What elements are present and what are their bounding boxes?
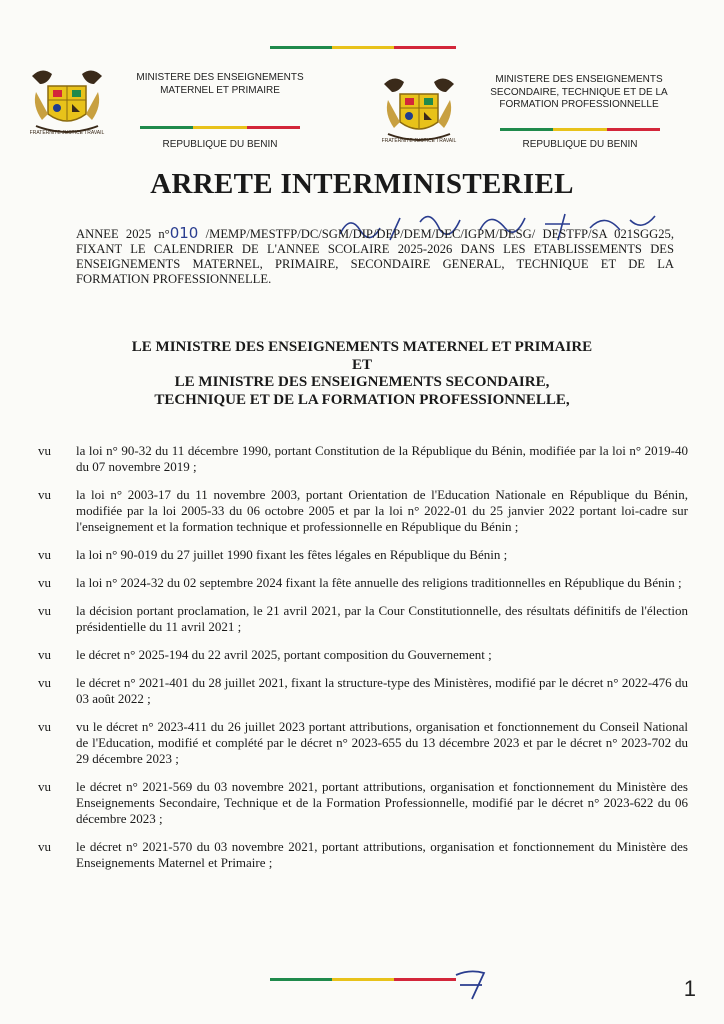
- list-item-text: le décret n° 2021-401 du 28 juillet 2021, fixant la structure-type des Ministères, modifié par le décret n° 2022-476 du 03 août 2022 ;: [76, 675, 688, 706]
- reference-number: 010: [169, 224, 199, 242]
- vu-mark: vu: [38, 443, 51, 458]
- list-item: [38, 575, 688, 591]
- list-item-text: la loi n° 90-32 du 11 décembre 1990, portant Constitution de la République du Bénin, modifiée par la loi n° 2019-40 du 07 novembre 2019 ;: [76, 443, 688, 474]
- svg-text:FRATERNITE JUSTICE TRAVAIL: FRATERNITE JUSTICE TRAVAIL: [29, 130, 105, 136]
- list-item: [38, 839, 688, 871]
- right-ministry-name: MINISTERE DES ENSEIGNEMENTS SECONDAIRE, TECHNIQUE ET DE LA FORMATION PROFESSIONNELLE: [490, 74, 668, 110]
- vu-mark: vu: [38, 675, 51, 690]
- heading-line: LE MINISTRE DES ENSEIGNEMENTS SECONDAIRE,: [174, 374, 550, 390]
- list-item-text: la loi n° 2024-32 du 02 septembre 2024 fixant la fête annuelle des religions traditionnelles en République du Bénin ;: [76, 575, 682, 590]
- coat-of-arms-emblem-right: [378, 70, 460, 152]
- list-item-text: vu le décret n° 2023-411 du 26 juillet 2023 portant attributions, organisation et fonctionnement du Conseil National de l'Education, modifié et complété par le décret n° 2023-655 du 13 décembre 2023 et par le décret n° 2023-702 du 29 décembre 2023 ;: [76, 719, 688, 766]
- left-republic-label: REPUBLIQUE DU BENIN: [162, 139, 278, 150]
- list-item-text: la loi n° 90-019 du 27 juillet 1990 fixant les fêtes légales en République du Bénin ;: [76, 547, 508, 562]
- list-item: [38, 647, 688, 663]
- list-item-text: le décret n° 2025-194 du 22 avril 2025, portant composition du Gouvernement ;: [76, 647, 492, 662]
- flag-bar-right: [500, 128, 660, 131]
- right-republic-label: REPUBLIQUE DU BENIN: [522, 139, 638, 150]
- list-item-text: le décret n° 2021-570 du 03 novembre 2021, portant attributions, organisation et fonctionnement du Ministère des Enseignements Maternel et Primaire ;: [76, 839, 688, 870]
- page-number: 1: [683, 976, 696, 1001]
- list-item: [38, 443, 688, 475]
- decree-reference: [76, 226, 674, 287]
- list-item: [38, 779, 688, 827]
- vu-mark: vu: [38, 647, 51, 662]
- document-title: ARRETE INTERMINISTERIEL: [150, 168, 574, 200]
- list-item: [38, 547, 688, 563]
- list-item: [38, 487, 688, 535]
- legal-basis-list: [38, 443, 688, 871]
- svg-text:FRATERNITE JUSTICE TRAVAIL: FRATERNITE JUSTICE TRAVAIL: [381, 138, 457, 144]
- heading-line: TECHNIQUE ET DE LA FORMATION PROFESSIONNELLE,: [154, 391, 570, 408]
- reference-text: /MEMP/MESTFP/DC/SGM/DIP/DEP/DEM/DEC/IGPM/DESG/ DESTFP/SA 021SGG25, FIXANT LE CALENDRIER DE L'ANNEE SCOLAIRE 2025-2026 DANS LES ETABLISSEMENTS DES ENSEIGNEMENTS MATERNEL, PRIMAIRE, SECONDAIRE GENERAL, TECHNIQUE ET DE LA FORMATION PROFESSIONNELLE.: [76, 227, 674, 286]
- vu-mark: vu: [38, 839, 51, 854]
- heading-line: ET: [351, 356, 372, 373]
- reference-prefix: ANNEE 2025 n°: [76, 227, 170, 241]
- list-item: [38, 603, 688, 635]
- vu-mark: vu: [38, 603, 51, 618]
- handwritten-initial-mark: [450, 965, 494, 1005]
- list-item: [38, 719, 688, 767]
- vu-mark: vu: [38, 719, 51, 734]
- heading-line: LE MINISTRE DES ENSEIGNEMENTS MATERNEL ET PRIMAIRE: [131, 339, 593, 355]
- vu-mark: vu: [38, 575, 51, 590]
- coat-of-arms-emblem-left: [26, 62, 108, 144]
- flag-bar-bottom: [270, 978, 456, 981]
- list-item-text: le décret n° 2021-569 du 03 novembre 2021, portant attributions, organisation et fonctionnement du Ministère des Enseignements Secondaire, Technique et de la Formation Professionnelle, modifié par le décret n° 2023-622 du 06 décembre 2023 ;: [76, 779, 688, 826]
- list-item-text: la loi n° 2003-17 du 11 novembre 2003, portant Orientation de l'Education Nationale en République du Bénin, modifiée par la loi 2005-33 du 06 octobre 2005 et par la loi n° 2022-01 du 25 janvier 2022 portant loi-cadre sur l'enseignement et la formation technique et professionnelle en République du Bénin ;: [76, 487, 688, 534]
- list-item-text: la décision portant proclamation, le 21 avril 2021, par la Cour Constitutionnelle, des résultats définitifs de l'élection présidentielle du 11 avril 2021 ;: [76, 603, 688, 634]
- left-ministry-name: MINISTERE DES ENSEIGNEMENTS MATERNEL ET PRIMAIRE: [136, 72, 304, 96]
- vu-mark: vu: [38, 547, 51, 562]
- vu-mark: vu: [38, 779, 51, 794]
- vu-mark: vu: [38, 487, 51, 502]
- list-item: [38, 675, 688, 707]
- flag-bar-top: [270, 46, 456, 49]
- flag-bar-left: [140, 126, 300, 129]
- ministers-heading: [0, 339, 724, 409]
